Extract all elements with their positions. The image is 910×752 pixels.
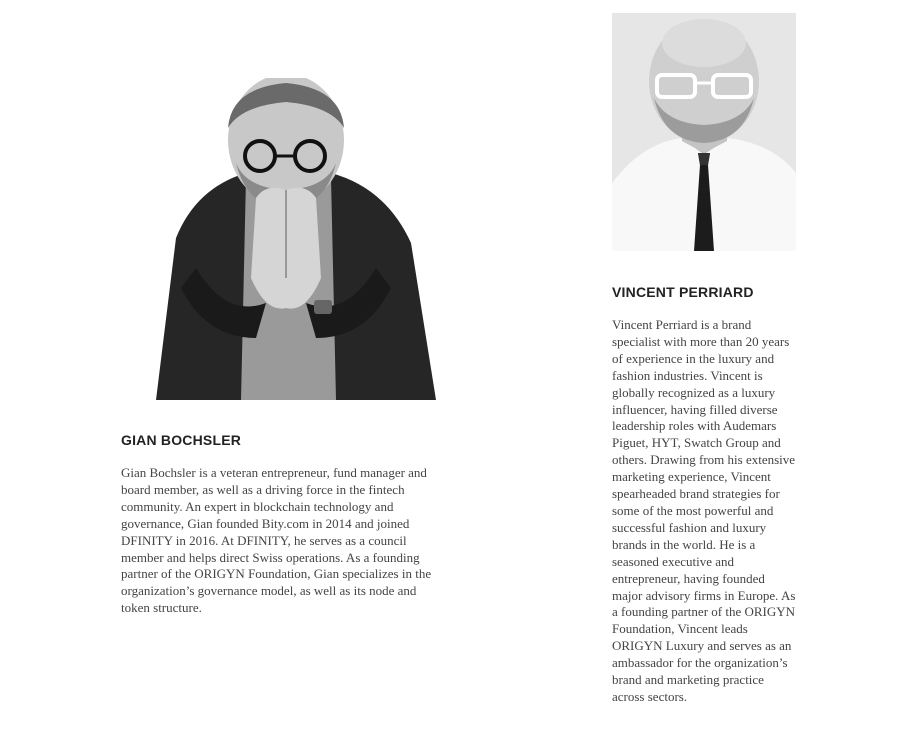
person-bio-vincent: Vincent Perriard is a brand specialist with more than 20 years of experience in the luxury and fashion industries. Vincent is globally recognized as a luxury influencer, having filled diverse leadership roles with Audemars Piguet, HYT, Swatch Group and others. Drawing from his extensive marketing experience, Vincent spearheaded brand strategies for some of the most powerful and successful fashion and luxury brands in the world. He is a seasoned executive and entrepreneur, having founded major advisory firms in Europe. As a founding partner of the ORIGYN Foundation, Vincent leads ORIGYN Luxury and serves as an ambassador for the organization’s brand and marketing practice across sectors.: [612, 317, 796, 704]
person-bio-gian: Gian Bochsler is a veteran entrepreneur, fund manager and board member, as well as a driving force in the fintech community. An expert in blockchain technology and governance, Gian founded Bity.com in 2014 and joined DFINITY in 2016. At DFINITY, he serves as a council member and helps direct Swiss operations. As a founding partner of the ORIGYN Foundation, Gian specializes in the organization’s governance model, as well as its node and token structure.: [121, 465, 432, 616]
person-name-vincent: VINCENT PERRIARD: [612, 284, 754, 300]
portrait-photo-gian: [136, 78, 440, 400]
portrait-photo-vincent: [612, 13, 796, 251]
person-name-gian: GIAN BOCHSLER: [121, 432, 242, 448]
